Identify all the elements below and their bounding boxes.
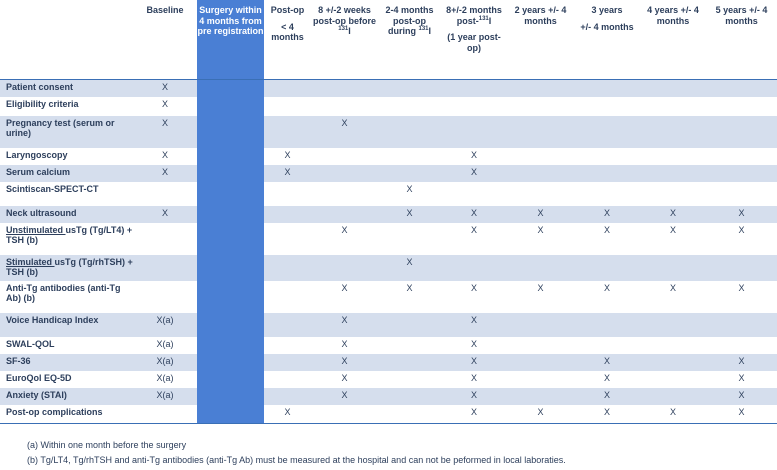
row-label-text: Pregnancy test (serum or urine) xyxy=(6,117,115,138)
schedule-mark: X xyxy=(441,313,507,337)
schedule-mark xyxy=(706,148,777,165)
schedule-mark xyxy=(706,255,777,281)
table-row xyxy=(0,182,777,206)
surgery-cell xyxy=(197,371,264,388)
surgery-cell xyxy=(197,116,264,148)
schedule-mark: X xyxy=(507,281,574,313)
surgery-cell xyxy=(197,182,264,206)
schedule-mark xyxy=(507,165,574,182)
header-8-months-label: 8+/-2 months post- xyxy=(446,5,502,26)
schedule-mark xyxy=(507,255,574,281)
surgery-cell xyxy=(197,255,264,281)
schedule-mark: X xyxy=(264,405,311,424)
schedule-mark xyxy=(378,165,441,182)
schedule-mark xyxy=(264,116,311,148)
header-8-weeks xyxy=(311,0,378,80)
schedule-mark: X xyxy=(441,165,507,182)
schedule-mark: X xyxy=(574,223,640,255)
schedule-mark xyxy=(264,255,311,281)
header-2-years: 2 years +/- 4 months xyxy=(507,0,574,80)
schedule-mark: X xyxy=(441,354,507,371)
schedule-mark: X xyxy=(706,281,777,313)
row-label-text: EuroQol EQ-5D xyxy=(6,372,72,383)
table-row xyxy=(0,313,777,337)
schedule-mark xyxy=(706,182,777,206)
row-label xyxy=(0,388,133,405)
schedule-mark: X xyxy=(378,182,441,206)
header-3-years-line2: +/- 4 months xyxy=(580,21,634,32)
row-label xyxy=(0,116,133,148)
schedule-mark xyxy=(441,116,507,148)
row-label-text: Laryngoscopy xyxy=(6,149,68,160)
schedule-mark: X xyxy=(378,281,441,313)
header-2-4-months xyxy=(378,0,441,80)
row-label xyxy=(0,97,133,116)
header-8-months xyxy=(441,0,507,80)
schedule-mark: X(a) xyxy=(133,337,197,354)
schedule-mark: X xyxy=(133,80,197,97)
schedule-mark: X xyxy=(574,206,640,223)
schedule-mark xyxy=(378,80,441,97)
header-8-weeks-sup: 131 xyxy=(338,26,349,32)
surgery-cell xyxy=(197,206,264,223)
schedule-mark xyxy=(640,97,706,116)
schedule-mark xyxy=(264,313,311,337)
surgery-cell xyxy=(197,354,264,371)
surgery-cell xyxy=(197,80,264,97)
schedule-mark xyxy=(574,80,640,97)
row-label-underlined: Stimulated xyxy=(6,256,55,267)
table-row xyxy=(0,281,777,313)
schedule-mark xyxy=(378,97,441,116)
table-row xyxy=(0,97,777,116)
schedule-mark xyxy=(378,354,441,371)
header-3-years xyxy=(574,0,640,80)
schedule-mark: X xyxy=(706,223,777,255)
schedule-mark: X xyxy=(441,206,507,223)
schedule-mark: X(a) xyxy=(133,354,197,371)
header-post-op-line1: Post-op xyxy=(270,5,305,15)
schedule-mark: X xyxy=(441,148,507,165)
header-post-op xyxy=(264,0,311,80)
schedule-mark: X xyxy=(640,206,706,223)
schedule-mark: X xyxy=(441,223,507,255)
row-label-text: Serum calcium xyxy=(6,166,71,177)
schedule-mark: X xyxy=(706,206,777,223)
table-row xyxy=(0,148,777,165)
schedule-mark xyxy=(378,337,441,354)
row-label-text: Voice Handicap Index xyxy=(6,314,99,325)
table-row xyxy=(0,371,777,388)
schedule-mark: X xyxy=(574,354,640,371)
schedule-mark xyxy=(264,281,311,313)
row-label-text: Post-op complications xyxy=(6,406,103,417)
row-label-text: SF-36 xyxy=(6,355,31,366)
schedule-mark xyxy=(640,116,706,148)
row-label-text: usTg (Tg/LT4) + TSH (b) xyxy=(6,224,133,245)
schedule-mark xyxy=(264,97,311,116)
table-row xyxy=(0,223,777,255)
schedule-mark: X(a) xyxy=(133,313,197,337)
table-row xyxy=(0,255,777,281)
schedule-mark xyxy=(311,206,378,223)
schedule-mark xyxy=(441,97,507,116)
schedule-mark xyxy=(378,223,441,255)
schedule-mark: X xyxy=(264,148,311,165)
schedule-mark xyxy=(706,97,777,116)
row-label xyxy=(0,148,133,165)
header-8-weeks-label: 8 +/-2 weeks post-op before xyxy=(313,5,376,26)
schedule-mark: X xyxy=(574,281,640,313)
schedule-mark xyxy=(640,255,706,281)
schedule-mark xyxy=(133,255,197,281)
table-row xyxy=(0,354,777,371)
header-2-4-months-sup: 131 xyxy=(418,26,429,32)
schedule-mark xyxy=(133,182,197,206)
schedule-mark: X xyxy=(706,354,777,371)
schedule-mark xyxy=(706,337,777,354)
row-label xyxy=(0,165,133,182)
surgery-cell xyxy=(197,97,264,116)
schedule-mark xyxy=(507,354,574,371)
schedule-mark xyxy=(574,313,640,337)
header-row xyxy=(0,0,777,80)
schedule-mark: X xyxy=(311,388,378,405)
schedule-mark xyxy=(133,223,197,255)
header-5-years: 5 years +/- 4 months xyxy=(706,0,777,80)
schedule-mark xyxy=(706,80,777,97)
schedule-mark xyxy=(311,165,378,182)
footnote-a: (a) Within one month before the surgery xyxy=(27,440,187,450)
schedule-mark: X xyxy=(507,405,574,424)
schedule-mark: X xyxy=(133,148,197,165)
schedule-mark xyxy=(311,255,378,281)
schedule-mark xyxy=(507,97,574,116)
schedule-mark xyxy=(378,148,441,165)
schedule-mark xyxy=(264,182,311,206)
schedule-mark xyxy=(264,80,311,97)
row-label xyxy=(0,313,133,337)
footnotes xyxy=(27,440,566,470)
schedule-mark xyxy=(640,337,706,354)
schedule-mark xyxy=(264,371,311,388)
schedule-mark: X xyxy=(441,337,507,354)
surgery-cell xyxy=(197,313,264,337)
schedule-mark xyxy=(574,97,640,116)
schedule-mark xyxy=(441,182,507,206)
row-label-text: Eligibility criteria xyxy=(6,98,79,109)
schedule-mark xyxy=(311,97,378,116)
schedule-mark xyxy=(507,148,574,165)
schedule-mark xyxy=(574,116,640,148)
schedule-mark xyxy=(311,405,378,424)
header-2-4-months-tail: I xyxy=(428,26,432,36)
surgery-cell xyxy=(197,281,264,313)
schedule-mark: X(a) xyxy=(133,388,197,405)
schedule-mark xyxy=(133,405,197,424)
schedule-mark: X xyxy=(441,281,507,313)
row-label xyxy=(0,405,133,424)
schedule-mark: X xyxy=(441,371,507,388)
header-8-months-sup: 131 xyxy=(478,15,489,22)
schedule-mark xyxy=(311,148,378,165)
schedule-mark xyxy=(378,388,441,405)
schedule-mark: X xyxy=(311,337,378,354)
header-4-years: 4 years +/- 4 months xyxy=(640,0,706,80)
schedule-mark xyxy=(640,165,706,182)
schedule-mark: X xyxy=(264,165,311,182)
schedule-mark: X xyxy=(441,388,507,405)
schedule-mark xyxy=(264,223,311,255)
schedule-mark xyxy=(507,182,574,206)
schedule-mark xyxy=(264,354,311,371)
schedule-mark xyxy=(706,313,777,337)
header-8-weeks-tail: I xyxy=(348,26,351,36)
schedule-mark: X xyxy=(640,405,706,424)
row-label xyxy=(0,354,133,371)
header-8-months-tail: I xyxy=(488,15,492,26)
schedule-mark: X xyxy=(311,281,378,313)
row-label-text: Patient consent xyxy=(6,82,74,92)
schedule-mark xyxy=(640,388,706,405)
table-row xyxy=(0,337,777,354)
schedule-mark: X xyxy=(640,281,706,313)
schedule-mark xyxy=(574,148,640,165)
schedule-mark: X xyxy=(311,313,378,337)
table-row xyxy=(0,116,777,148)
row-label xyxy=(0,255,133,281)
row-label-text: Anti-Tg antibodies (anti-Tg Ab) (b) xyxy=(6,282,121,303)
row-label xyxy=(0,206,133,223)
schedule-mark xyxy=(574,337,640,354)
schedule-mark: X xyxy=(311,354,378,371)
header-8-months-line2: (1 year post-op) xyxy=(447,32,501,53)
schedule-mark xyxy=(507,371,574,388)
row-label-text: usTg (Tg/rhTSH) + TSH (b) xyxy=(6,256,133,277)
schedule-mark xyxy=(507,388,574,405)
row-label-text: Anxiety (STAI) xyxy=(6,389,67,400)
schedule-mark: X xyxy=(133,165,197,182)
schedule-mark xyxy=(574,255,640,281)
schedule-mark xyxy=(640,371,706,388)
table-row xyxy=(0,405,777,424)
schedule-mark xyxy=(378,405,441,424)
schedule-mark xyxy=(640,80,706,97)
header-baseline: Baseline xyxy=(133,0,197,80)
row-label xyxy=(0,80,133,97)
schedule-mark xyxy=(441,80,507,97)
schedule-mark xyxy=(378,313,441,337)
header-3-years-line1: 3 years xyxy=(591,5,623,15)
schedule-mark: X xyxy=(706,388,777,405)
row-label-text: Scintiscan-SPECT-CT xyxy=(6,183,99,194)
row-label-text: Neck ultrasound xyxy=(6,207,77,218)
schedule-mark xyxy=(706,165,777,182)
schedule-mark: X xyxy=(133,116,197,148)
schedule-mark xyxy=(264,337,311,354)
header-2-4-months-label: 2-4 months post-op during xyxy=(385,5,434,36)
schedule-mark: X xyxy=(311,371,378,388)
schedule-mark xyxy=(574,165,640,182)
schedule-mark xyxy=(507,313,574,337)
schedule-mark xyxy=(311,182,378,206)
surgery-cell xyxy=(197,337,264,354)
header-surgery: Surgery within 4 months from pre registration xyxy=(197,0,264,80)
schedule-mark: X xyxy=(378,206,441,223)
schedule-body xyxy=(0,80,777,424)
schedule-mark: X xyxy=(706,405,777,424)
schedule-mark xyxy=(507,80,574,97)
surgery-cell xyxy=(197,148,264,165)
schedule-mark: X xyxy=(133,97,197,116)
table-row xyxy=(0,206,777,223)
schedule-mark xyxy=(640,313,706,337)
schedule-mark xyxy=(640,182,706,206)
schedule-mark xyxy=(507,116,574,148)
schedule-mark xyxy=(640,148,706,165)
schedule-mark xyxy=(441,255,507,281)
table-row xyxy=(0,80,777,97)
schedule-mark xyxy=(574,182,640,206)
schedule-mark xyxy=(378,116,441,148)
schedule-mark: X xyxy=(574,405,640,424)
table-row xyxy=(0,165,777,182)
table-row xyxy=(0,388,777,405)
schedule-mark xyxy=(378,371,441,388)
header-post-op-line2: < 4 months xyxy=(271,21,304,42)
schedule-mark: X xyxy=(507,206,574,223)
row-label-underlined: Unstimulated xyxy=(6,224,66,235)
schedule-mark: X xyxy=(311,116,378,148)
footnote-b: (b) Tg/LT4, Tg/rhTSH and anti-Tg antibodies (anti-Tg Ab) must be measured at the hospital and can not be peformed in local laboraties. xyxy=(27,455,566,465)
surgery-cell xyxy=(197,405,264,424)
schedule-mark: X(a) xyxy=(133,371,197,388)
schedule-mark xyxy=(264,388,311,405)
surgery-cell xyxy=(197,223,264,255)
schedule-mark: X xyxy=(133,206,197,223)
header-blank xyxy=(0,0,133,80)
schedule-mark: X xyxy=(507,223,574,255)
schedule-mark xyxy=(264,206,311,223)
schedule-mark xyxy=(311,80,378,97)
schedule-mark: X xyxy=(640,223,706,255)
header-8-months-line1 xyxy=(441,5,507,26)
row-label xyxy=(0,371,133,388)
schedule-mark: X xyxy=(378,255,441,281)
schedule-mark xyxy=(706,116,777,148)
surgery-cell xyxy=(197,388,264,405)
schedule-mark xyxy=(640,354,706,371)
row-label xyxy=(0,223,133,255)
row-label xyxy=(0,182,133,206)
schedule-mark: X xyxy=(706,371,777,388)
schedule-mark: X xyxy=(441,405,507,424)
schedule-mark xyxy=(133,281,197,313)
row-label xyxy=(0,337,133,354)
schedule-mark: X xyxy=(311,223,378,255)
schedule-mark xyxy=(507,337,574,354)
schedule-mark: X xyxy=(574,388,640,405)
schedule-mark: X xyxy=(574,371,640,388)
surgery-cell xyxy=(197,165,264,182)
row-label xyxy=(0,281,133,313)
row-label-text: SWAL-QOL xyxy=(6,338,55,349)
